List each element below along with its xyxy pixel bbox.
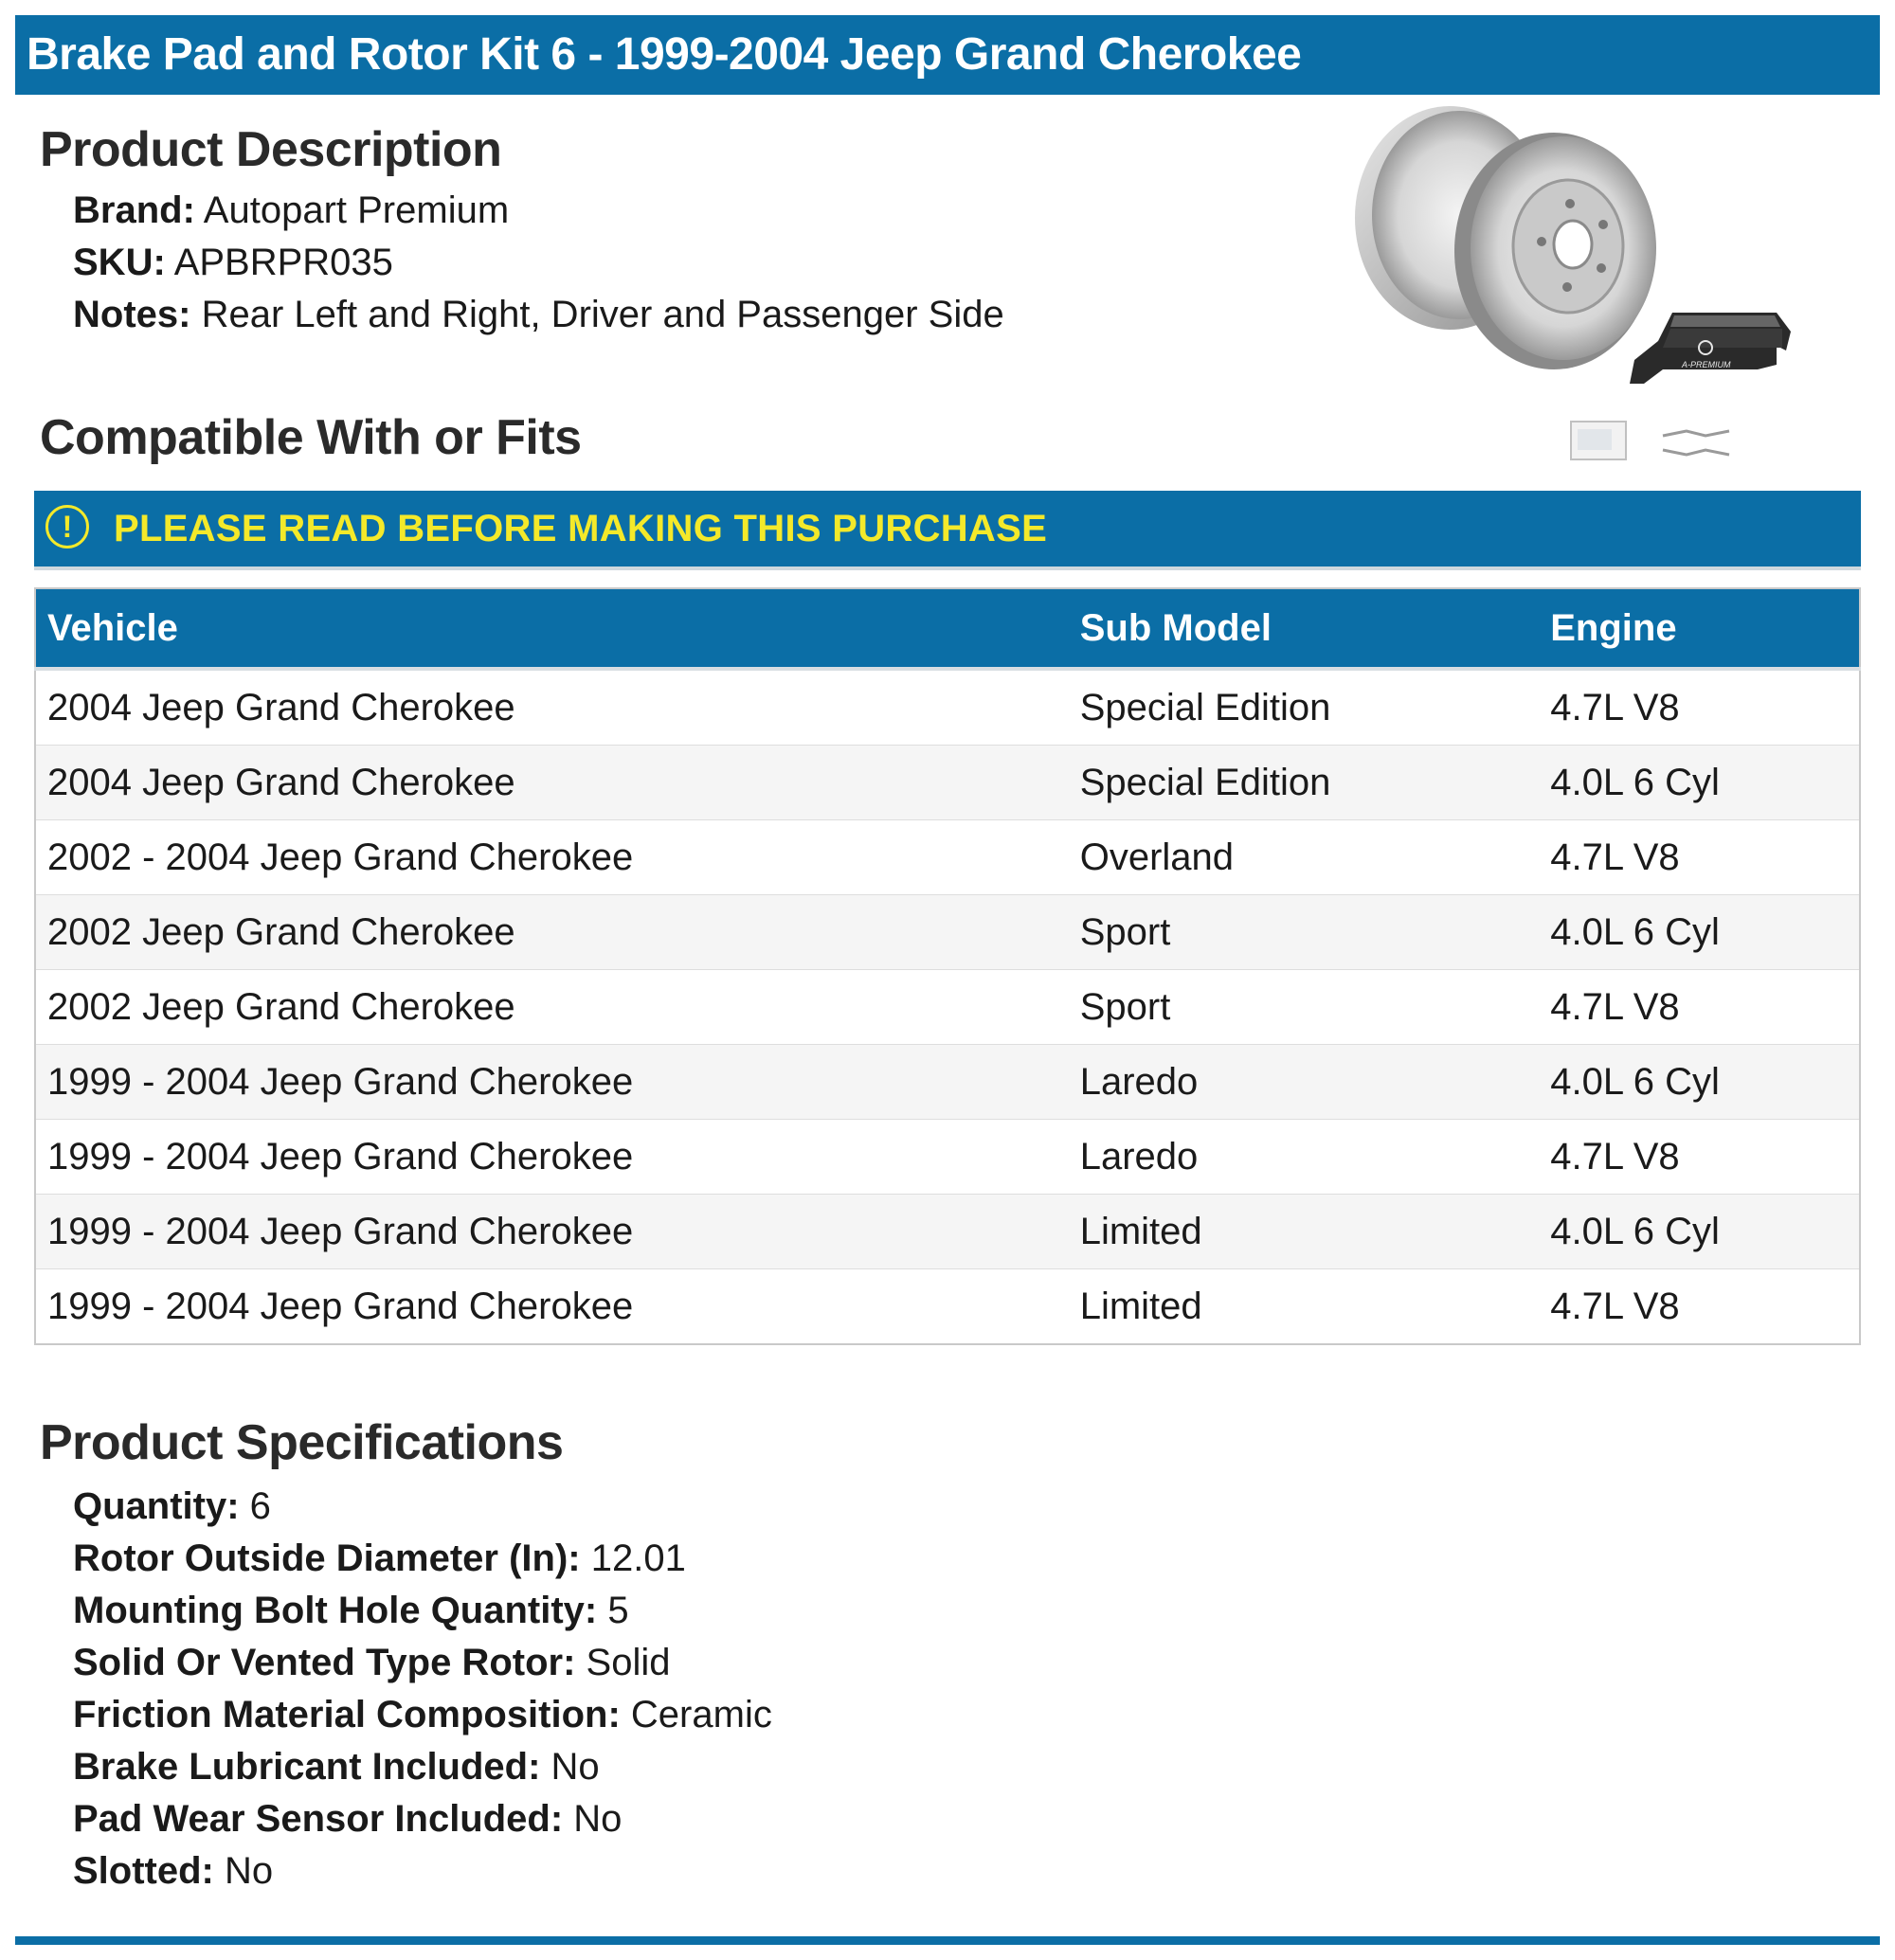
purchase-notice-text: PLEASE READ BEFORE MAKING THIS PURCHASE — [114, 508, 1048, 549]
table-header-row — [35, 588, 1860, 669]
spec-value: Solid — [586, 1642, 671, 1683]
instruction-card — [1571, 422, 1626, 459]
brake-pad — [1630, 313, 1791, 384]
column-header-vehicle: Vehicle — [35, 588, 1069, 669]
table-row — [35, 746, 1860, 820]
engine-cell: 4.7L V8 — [1539, 970, 1860, 1045]
pad-brand-text: A-PREMIUM — [1682, 360, 1731, 369]
spec-row — [73, 1585, 629, 1637]
product-description-heading: Product Description — [40, 122, 502, 177]
compatible-heading: Compatible With or Fits — [40, 410, 582, 465]
vehicle-cell: 1999 - 2004 Jeep Grand Cherokee — [35, 1045, 1069, 1120]
spec-label: Pad Wear Sensor Included: — [73, 1798, 564, 1840]
engine-cell: 4.0L 6 Cyl — [1539, 746, 1860, 820]
product-specifications-heading: Product Specifications — [40, 1415, 564, 1470]
sku-row — [73, 237, 393, 289]
table-row — [35, 1269, 1860, 1345]
spec-value: No — [225, 1850, 274, 1892]
sku-label: SKU: — [73, 242, 166, 283]
spec-value: No — [573, 1798, 623, 1840]
spec-value: 12.01 — [590, 1537, 686, 1579]
spec-label: Solid Or Vented Type Rotor: — [73, 1642, 576, 1683]
bottom-divider — [15, 1936, 1880, 1945]
hardware-clips — [1663, 431, 1729, 455]
spec-label: Mounting Bolt Hole Quantity: — [73, 1590, 598, 1631]
engine-cell: 4.7L V8 — [1539, 669, 1860, 746]
sub-model-cell: Special Edition — [1069, 669, 1540, 746]
vehicle-cell: 2004 Jeep Grand Cherokee — [35, 746, 1069, 820]
brand-row — [73, 185, 509, 237]
fitment-table — [34, 587, 1861, 1345]
table-row — [35, 1120, 1860, 1195]
engine-cell: 4.0L 6 Cyl — [1539, 1045, 1860, 1120]
engine-cell: 4.7L V8 — [1539, 820, 1860, 895]
page-title: Brake Pad and Rotor Kit 6 - 1999-2004 Jeep Grand Cherokee — [15, 15, 1880, 95]
column-header-engine: Engine — [1539, 588, 1860, 669]
vehicle-cell: 2002 Jeep Grand Cherokee — [35, 970, 1069, 1045]
spec-row — [73, 1793, 622, 1845]
table-row — [35, 970, 1860, 1045]
product-image — [1331, 99, 1796, 478]
sku-value: APBRPR035 — [173, 242, 393, 283]
spec-label: Quantity: — [73, 1485, 240, 1527]
sub-model-cell: Limited — [1069, 1195, 1540, 1269]
rotor-front — [1454, 133, 1656, 369]
spec-label: Brake Lubricant Included: — [73, 1746, 541, 1788]
spec-row — [73, 1845, 273, 1897]
table-row — [35, 1045, 1860, 1120]
table-row — [35, 669, 1860, 746]
spec-row — [73, 1637, 671, 1689]
brand-value: Autopart Premium — [203, 189, 510, 231]
brand-label: Brand: — [73, 189, 195, 231]
sub-model-cell: Special Edition — [1069, 746, 1540, 820]
spec-label: Rotor Outside Diameter (In): — [73, 1537, 581, 1579]
alert-icon: ! — [45, 505, 89, 548]
spec-row — [73, 1741, 600, 1793]
engine-cell: 4.7L V8 — [1539, 1120, 1860, 1195]
vehicle-cell: 1999 - 2004 Jeep Grand Cherokee — [35, 1195, 1069, 1269]
spec-value: Ceramic — [630, 1694, 772, 1735]
vehicle-cell: 1999 - 2004 Jeep Grand Cherokee — [35, 1269, 1069, 1345]
table-row — [35, 820, 1860, 895]
purchase-notice-banner[interactable] — [34, 491, 1861, 566]
spec-value: 6 — [249, 1485, 271, 1527]
vehicle-cell: 1999 - 2004 Jeep Grand Cherokee — [35, 1120, 1069, 1195]
spec-row — [73, 1689, 772, 1741]
spec-row — [73, 1481, 271, 1533]
sub-model-cell: Laredo — [1069, 1120, 1540, 1195]
spec-label: Slotted: — [73, 1850, 214, 1892]
notes-value: Rear Left and Right, Driver and Passenger Side — [201, 294, 1004, 335]
engine-cell: 4.0L 6 Cyl — [1539, 1195, 1860, 1269]
notes-row — [73, 289, 1004, 341]
vehicle-cell: 2002 - 2004 Jeep Grand Cherokee — [35, 820, 1069, 895]
sub-model-cell: Limited — [1069, 1269, 1540, 1345]
sub-model-cell: Overland — [1069, 820, 1540, 895]
spec-value: 5 — [607, 1590, 629, 1631]
engine-cell: 4.0L 6 Cyl — [1539, 895, 1860, 970]
spec-value: No — [550, 1746, 600, 1788]
engine-cell: 4.7L V8 — [1539, 1269, 1860, 1345]
column-header-sub-model: Sub Model — [1069, 588, 1540, 669]
vehicle-cell: 2004 Jeep Grand Cherokee — [35, 669, 1069, 746]
notes-label: Notes: — [73, 294, 191, 335]
table-row — [35, 1195, 1860, 1269]
sub-model-cell: Sport — [1069, 970, 1540, 1045]
sub-model-cell: Sport — [1069, 895, 1540, 970]
table-row — [35, 895, 1860, 970]
spec-row — [73, 1533, 686, 1585]
sub-model-cell: Laredo — [1069, 1045, 1540, 1120]
spec-label: Friction Material Composition: — [73, 1694, 621, 1735]
vehicle-cell: 2002 Jeep Grand Cherokee — [35, 895, 1069, 970]
